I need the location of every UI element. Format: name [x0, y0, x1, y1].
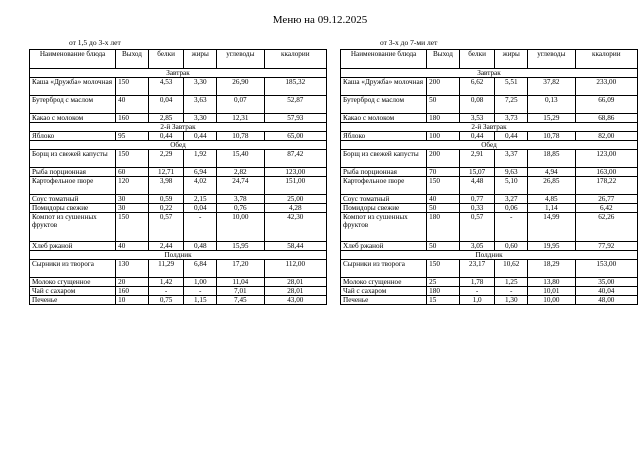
value-cell: 35,00 — [575, 278, 637, 287]
value-cell: 66,09 — [575, 96, 637, 114]
section-header-row — [30, 69, 327, 78]
value-cell: 3,53 — [459, 114, 495, 123]
section-title: 2-й Завтрак — [30, 123, 327, 132]
table-row — [30, 78, 327, 96]
dish-name-cell: Какао с молоком — [341, 114, 427, 123]
value-cell: - — [184, 213, 217, 242]
value-cell: 77,92 — [575, 242, 637, 251]
table-row — [30, 96, 327, 114]
page-title: Меню на 09.12.2025 — [272, 14, 368, 26]
value-cell: 15,29 — [528, 114, 576, 123]
value-cell: 153,00 — [575, 260, 637, 278]
panel-caption: от 1,5 до 3-х лет — [69, 38, 121, 47]
value-cell: 25,00 — [264, 195, 326, 204]
value-cell: 52,87 — [264, 96, 326, 114]
value-cell: 0,07 — [217, 96, 265, 114]
dish-name-cell: Молоко сгущенное — [30, 278, 116, 287]
table-row — [341, 150, 638, 168]
value-cell: 123,00 — [264, 168, 326, 177]
section-title: Завтрак — [30, 69, 327, 78]
value-cell: 0,48 — [184, 242, 217, 251]
dish-name-cell: Бутерброд с маслом — [341, 96, 427, 114]
value-cell: 2,44 — [148, 242, 184, 251]
menu-table — [340, 49, 638, 305]
value-cell: 160 — [116, 287, 149, 296]
value-cell: 5,10 — [495, 177, 528, 195]
value-cell: 11,29 — [148, 260, 184, 278]
table-row — [341, 177, 638, 195]
value-cell: 3,05 — [459, 242, 495, 251]
dish-name-cell: Каша «Дружба» молочная — [341, 78, 427, 96]
section-header-row — [341, 123, 638, 132]
value-cell: 12,71 — [148, 168, 184, 177]
value-cell: 4,28 — [264, 204, 326, 213]
value-cell: 0,77 — [459, 195, 495, 204]
table-row — [341, 168, 638, 177]
table-row — [30, 213, 327, 242]
value-cell: 0,60 — [495, 242, 528, 251]
value-cell: 7,25 — [495, 96, 528, 114]
value-cell: 42,30 — [264, 213, 326, 242]
section-header-row — [30, 251, 327, 260]
section-title: Обед — [30, 141, 327, 150]
value-cell: 6,62 — [459, 78, 495, 96]
value-cell: 0,76 — [217, 204, 265, 213]
dish-name-cell: Каша «Дружба» молочная — [30, 78, 116, 96]
value-cell: 0,13 — [528, 96, 576, 114]
value-cell: 180 — [427, 287, 460, 296]
value-cell: 10,62 — [495, 260, 528, 278]
dish-name-cell: Борщ из свежей капусты — [30, 150, 116, 168]
value-cell: 3,98 — [148, 177, 184, 195]
value-cell: 10,01 — [528, 287, 576, 296]
table-row — [341, 132, 638, 141]
value-cell: 0,04 — [148, 96, 184, 114]
dish-name-cell: Чай с сахаром — [341, 287, 427, 296]
value-cell: 43,00 — [264, 296, 326, 305]
dish-name-cell: Борщ из свежей капусты — [341, 150, 427, 168]
dish-name-cell: Сырники из творога — [30, 260, 116, 278]
value-cell: 112,00 — [264, 260, 326, 278]
value-cell: 2,85 — [148, 114, 184, 123]
value-cell: 10,78 — [528, 132, 576, 141]
value-cell: 7,01 — [217, 287, 265, 296]
column-header: Выход — [427, 50, 460, 69]
value-cell: 20 — [116, 278, 149, 287]
value-cell: 0,44 — [495, 132, 528, 141]
dish-name-cell: Картофельное пюре — [341, 177, 427, 195]
section-title: Полдник — [30, 251, 327, 260]
value-cell: 25 — [427, 278, 460, 287]
table-header-row — [341, 50, 638, 69]
dish-name-cell: Хлеб ржаной — [30, 242, 116, 251]
value-cell: 4,94 — [528, 168, 576, 177]
dish-name-cell: Соус томатный — [30, 195, 116, 204]
value-cell: 200 — [427, 78, 460, 96]
value-cell: 15,07 — [459, 168, 495, 177]
value-cell: - — [495, 213, 528, 242]
dish-name-cell: Помидоры свежие — [30, 204, 116, 213]
value-cell: 70 — [427, 168, 460, 177]
section-header-row — [30, 141, 327, 150]
dish-name-cell: Хлеб ржаной — [341, 242, 427, 251]
table-row — [341, 204, 638, 213]
value-cell: 120 — [116, 177, 149, 195]
dish-name-cell: Бутерброд с маслом — [30, 96, 116, 114]
value-cell: 3,27 — [495, 195, 528, 204]
value-cell: 30 — [116, 204, 149, 213]
value-cell: 14,99 — [528, 213, 576, 242]
value-cell: 180 — [427, 213, 460, 242]
value-cell: - — [184, 287, 217, 296]
table-row — [30, 114, 327, 123]
column-header: Выход — [116, 50, 149, 69]
value-cell: 40 — [116, 96, 149, 114]
value-cell: 1,25 — [495, 278, 528, 287]
value-cell: 4,85 — [528, 195, 576, 204]
section-title: 2-й Завтрак — [341, 123, 638, 132]
value-cell: 150 — [427, 260, 460, 278]
value-cell: 185,32 — [264, 78, 326, 96]
column-header: ккалории — [575, 50, 637, 69]
value-cell: 87,42 — [264, 150, 326, 168]
value-cell: 15,40 — [217, 150, 265, 168]
value-cell: 1,92 — [184, 150, 217, 168]
value-cell: 3,63 — [184, 96, 217, 114]
value-cell: 2,15 — [184, 195, 217, 204]
value-cell: 26,77 — [575, 195, 637, 204]
value-cell: - — [495, 287, 528, 296]
table-row — [30, 150, 327, 168]
value-cell: 2,91 — [459, 150, 495, 168]
dish-name-cell: Чай с сахаром — [30, 287, 116, 296]
dish-name-cell: Молоко сгущенное — [341, 278, 427, 287]
column-header: жиры — [495, 50, 528, 69]
table-row — [30, 177, 327, 195]
value-cell: 62,26 — [575, 213, 637, 242]
table-row — [30, 278, 327, 287]
value-cell: 7,45 — [217, 296, 265, 305]
value-cell: 6,84 — [184, 260, 217, 278]
table-header-row — [30, 50, 327, 69]
value-cell: - — [148, 287, 184, 296]
value-cell: 4,48 — [459, 177, 495, 195]
table-row — [341, 96, 638, 114]
value-cell: 68,86 — [575, 114, 637, 123]
value-cell: 2,82 — [217, 168, 265, 177]
value-cell: 40 — [116, 242, 149, 251]
value-cell: 9,63 — [495, 168, 528, 177]
value-cell: 0,44 — [184, 132, 217, 141]
value-cell: 28,01 — [264, 278, 326, 287]
value-cell: 1,00 — [184, 278, 217, 287]
table-row — [30, 195, 327, 204]
section-header-row — [341, 251, 638, 260]
value-cell: 37,82 — [528, 78, 576, 96]
value-cell: 6,42 — [575, 204, 637, 213]
column-header: Наименование блюда — [341, 50, 427, 69]
section-header-row — [30, 123, 327, 132]
value-cell: 0,44 — [459, 132, 495, 141]
value-cell: 10,00 — [217, 213, 265, 242]
value-cell: 19,95 — [528, 242, 576, 251]
value-cell: 100 — [427, 132, 460, 141]
table-row — [341, 213, 638, 242]
menu-panel-preschool — [340, 38, 638, 305]
value-cell: 10,00 — [528, 296, 576, 305]
column-header: жиры — [184, 50, 217, 69]
dish-name-cell: Соус томатный — [341, 195, 427, 204]
value-cell: 0,57 — [459, 213, 495, 242]
dish-name-cell: Яблоко — [30, 132, 116, 141]
column-header: Наименование блюда — [30, 50, 116, 69]
dish-name-cell: Яблоко — [341, 132, 427, 141]
menu-panel-toddlers — [29, 38, 327, 305]
value-cell: 160 — [116, 114, 149, 123]
dish-name-cell: Рыба порционная — [30, 168, 116, 177]
value-cell: 28,01 — [264, 287, 326, 296]
value-cell: 150 — [427, 177, 460, 195]
table-row — [30, 287, 327, 296]
table-row — [341, 296, 638, 305]
value-cell: 24,74 — [217, 177, 265, 195]
table-row — [30, 204, 327, 213]
dish-name-cell: Рыба порционная — [341, 168, 427, 177]
value-cell: 3,78 — [217, 195, 265, 204]
value-cell: 200 — [427, 150, 460, 168]
value-cell: 178,22 — [575, 177, 637, 195]
section-title: Завтрак — [341, 69, 638, 78]
dish-name-cell: Какао с молоком — [30, 114, 116, 123]
value-cell: 18,85 — [528, 150, 576, 168]
value-cell: 4,53 — [148, 78, 184, 96]
value-cell: 6,94 — [184, 168, 217, 177]
value-cell: 95 — [116, 132, 149, 141]
value-cell: 0,57 — [148, 213, 184, 242]
value-cell: 150 — [116, 150, 149, 168]
value-cell: 15 — [427, 296, 460, 305]
value-cell: 11,04 — [217, 278, 265, 287]
value-cell: 50 — [427, 96, 460, 114]
value-cell: 40 — [427, 195, 460, 204]
value-cell: 1,15 — [184, 296, 217, 305]
section-title: Полдник — [341, 251, 638, 260]
dish-name-cell: Компот из сушенных фруктов — [341, 213, 427, 242]
dish-name-cell: Печенье — [341, 296, 427, 305]
value-cell: 1,30 — [495, 296, 528, 305]
value-cell: 150 — [116, 213, 149, 242]
value-cell: 58,44 — [264, 242, 326, 251]
dish-name-cell: Помидоры свежие — [341, 204, 427, 213]
value-cell: - — [459, 287, 495, 296]
value-cell: 0,44 — [148, 132, 184, 141]
value-cell: 1,14 — [528, 204, 576, 213]
dish-name-cell: Печенье — [30, 296, 116, 305]
value-cell: 3,30 — [184, 114, 217, 123]
column-header: ккалории — [264, 50, 326, 69]
value-cell: 10,78 — [217, 132, 265, 141]
value-cell: 82,00 — [575, 132, 637, 141]
table-row — [30, 296, 327, 305]
value-cell: 15,95 — [217, 242, 265, 251]
table-row — [30, 242, 327, 251]
column-header: белки — [459, 50, 495, 69]
value-cell: 0,22 — [148, 204, 184, 213]
value-cell: 12,31 — [217, 114, 265, 123]
value-cell: 48,00 — [575, 296, 637, 305]
menu-table — [29, 49, 327, 305]
value-cell: 0,75 — [148, 296, 184, 305]
table-row — [341, 242, 638, 251]
dish-name-cell: Сырники из творога — [341, 260, 427, 278]
value-cell: 1,0 — [459, 296, 495, 305]
value-cell: 30 — [116, 195, 149, 204]
section-title: Обед — [341, 141, 638, 150]
column-header: белки — [148, 50, 184, 69]
section-header-row — [341, 141, 638, 150]
value-cell: 50 — [427, 242, 460, 251]
value-cell: 130 — [116, 260, 149, 278]
section-header-row — [341, 69, 638, 78]
value-cell: 17,20 — [217, 260, 265, 278]
table-row — [30, 168, 327, 177]
value-cell: 150 — [116, 78, 149, 96]
dish-name-cell: Картофельное пюре — [30, 177, 116, 195]
value-cell: 13,80 — [528, 278, 576, 287]
value-cell: 2,29 — [148, 150, 184, 168]
table-row — [341, 195, 638, 204]
value-cell: 10 — [116, 296, 149, 305]
value-cell: 180 — [427, 114, 460, 123]
value-cell: 233,00 — [575, 78, 637, 96]
dish-name-cell: Компот из сушенных фруктов — [30, 213, 116, 242]
table-row — [30, 260, 327, 278]
value-cell: 1,42 — [148, 278, 184, 287]
value-cell: 23,17 — [459, 260, 495, 278]
table-row — [341, 260, 638, 278]
value-cell: 57,93 — [264, 114, 326, 123]
table-row — [30, 132, 327, 141]
value-cell: 3,73 — [495, 114, 528, 123]
value-cell: 151,00 — [264, 177, 326, 195]
table-row — [341, 114, 638, 123]
value-cell: 26,85 — [528, 177, 576, 195]
value-cell: 60 — [116, 168, 149, 177]
value-cell: 40,04 — [575, 287, 637, 296]
value-cell: 50 — [427, 204, 460, 213]
table-row — [341, 287, 638, 296]
value-cell: 5,51 — [495, 78, 528, 96]
column-header: углеводы — [528, 50, 576, 69]
panel-caption: от 3-х до 7-ми лет — [380, 38, 438, 47]
value-cell: 3,37 — [495, 150, 528, 168]
value-cell: 0,08 — [459, 96, 495, 114]
value-cell: 0,04 — [184, 204, 217, 213]
value-cell: 18,29 — [528, 260, 576, 278]
value-cell: 26,90 — [217, 78, 265, 96]
value-cell: 65,00 — [264, 132, 326, 141]
value-cell: 0,06 — [495, 204, 528, 213]
table-row — [341, 78, 638, 96]
value-cell: 163,00 — [575, 168, 637, 177]
table-row — [341, 278, 638, 287]
value-cell: 1,78 — [459, 278, 495, 287]
value-cell: 0,33 — [459, 204, 495, 213]
value-cell: 0,59 — [148, 195, 184, 204]
value-cell: 4,02 — [184, 177, 217, 195]
column-header: углеводы — [217, 50, 265, 69]
value-cell: 3,30 — [184, 78, 217, 96]
value-cell: 123,00 — [575, 150, 637, 168]
